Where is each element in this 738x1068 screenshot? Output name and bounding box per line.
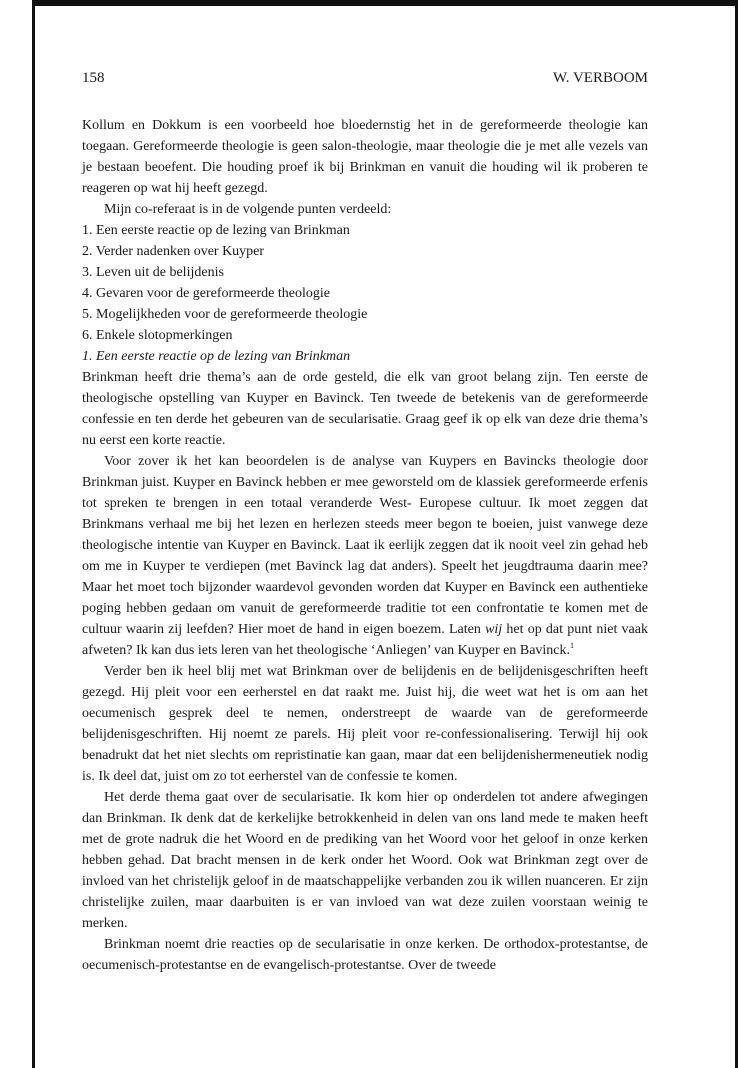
body-text xyxy=(82,115,648,976)
paragraph-secularisation: Het derde thema gaat over de secularisatie. Ik kom hier op onderdelen tot andere afwegingen dan Brinkman. Ik denk dat de kerkelijke betrokkenheid in delen van ons land mede te maken heeft met de grote nadruk die het Woord en de prediking van het Woord voor het geloof in onze kerken hebben gehad. Dat bracht mensen in de kerk onder het Woord. Ook wat Brinkman zegt over de invloed van het christelijk geloof in de maatschappelijke verbanden zou ik willen nuanceren. Er zijn christelijke zuilen, maar daarbuiten is er van invloed van wat deze zuilen voorstaan weinig te merken. xyxy=(82,790,648,931)
paragraph-reactions: Brinkman noemt drie reacties op de secularisatie in onze kerken. De orthodox-protestantse, de oecumenisch-protestantse en de evangelisch-protestantse. Over de tweede xyxy=(82,937,648,973)
list-item: 4. Gevaren voor de gereformeerde theologie xyxy=(82,286,330,301)
list-item: 5. Mogelijkheden voor de gereformeerde theologie xyxy=(82,307,368,322)
paragraph-outline-intro: Mijn co-referaat is in de volgende punten verdeeld: xyxy=(104,202,392,217)
paragraph-themes: Brinkman heeft drie thema’s aan de orde gesteld, die elk van groot belang zijn. Ten eerste de theologische opstelling van Kuyper en Bavinck. Ten tweede de betekenis van de gereformeerde confessie en ten derde het gebeuren van de secularisatie. Graag geef ik op elk van deze drie thema’s nu eerst een korte reactie. xyxy=(82,370,648,448)
list-item: 6. Enkele slotopmerkingen xyxy=(82,328,233,343)
page-number: 158 xyxy=(82,70,105,86)
list-item: 2. Verder nadenken over Kuyper xyxy=(82,244,265,259)
running-header xyxy=(82,70,648,87)
scan-edge-top xyxy=(32,0,738,6)
paragraph-intro: Kollum en Dokkum is een voorbeeld hoe bloedernstig het in de gereformeerde theologie kan toegaan. Gereformeerde theologie is geen salon-theologie, maar theologie die je met alle vezels van je bestaan beoefent. Die houding proef ik bij Brinkman en vanuit die houding wil ik proberen te reageren op wat hij heeft gezegd. xyxy=(82,118,648,196)
list-item: 3. Leven uit de belijdenis xyxy=(82,265,224,280)
paragraph-text: het op dat punt niet vaak afweten? Ik kan dus iets leren van het theologische ‘Anliegen’ van Kuyper en Bavinck. xyxy=(82,622,648,658)
list-item: 1. Een eerste reactie op de lezing van Brinkman xyxy=(82,223,350,238)
section-heading: 1. Een eerste reactie op de lezing van Brinkman xyxy=(82,349,351,364)
emphasis-text: wij xyxy=(485,622,503,637)
paragraph-text: Voor zover ik het kan beoordelen is de analyse van Kuypers en Bavincks theologie door Brinkman juist. Kuyper en Bavinck hebben er mee geworsteld om de klassiek gereformeerde erfenis tot spreken te brengen in een totaal veranderde West- Europese cultuur. Ik moet zeggen dat Brinkmans verhaal me bij het lezen en herlezen steeds meer begon te boeien, juist vanwege deze theologische intentie van Kuyper en Bavinck. Laat ik eerlijk zeggen dat ik nooit veel zin gehad heb om me in Kuyper te verdiepen (met Bavinck lag dat anders). Speelt het jeugdtrauma daarin mee? Maar het moet toch bijzonder waardevol gevonden worden dat Kuyper en Bavinck een authentieke poging hebben gedaan om vanuit de gereformeerde traditie tot een confrontatie te komen met de cultuur waarin zij leefden? Hier moet de hand in eigen boezem. Laten xyxy=(82,454,648,637)
footnote-marker[interactable]: 1 xyxy=(570,641,575,650)
scan-edge-left xyxy=(32,0,35,1068)
paragraph-kuyper-bavinck xyxy=(82,451,648,661)
running-author: W. VERBOOM xyxy=(552,70,648,86)
outline-list xyxy=(82,220,648,346)
paragraph-confession: Verder ben ik heel blij met wat Brinkman over de belijdenis en de belijdenisgeschriften heeft gezegd. Hij pleit voor een eerherstel en dat raakt me. Juist hij, die weet wat het is om aan het oecumenisch gesprek deel te nemen, onderstreept de waarde van de gereformeerde belijdenisgeschriften. Hij noemt ze parels. Hij pleit voor re-confessionalisering. Terwijl hij ook benadrukt dat het niet slechts om repristinatie kan gaan, maar dat een belijdenishermeneutiek nodig is. Ik deel dat, juist om zo tot eerherstel van de confessie te komen. xyxy=(82,664,648,784)
